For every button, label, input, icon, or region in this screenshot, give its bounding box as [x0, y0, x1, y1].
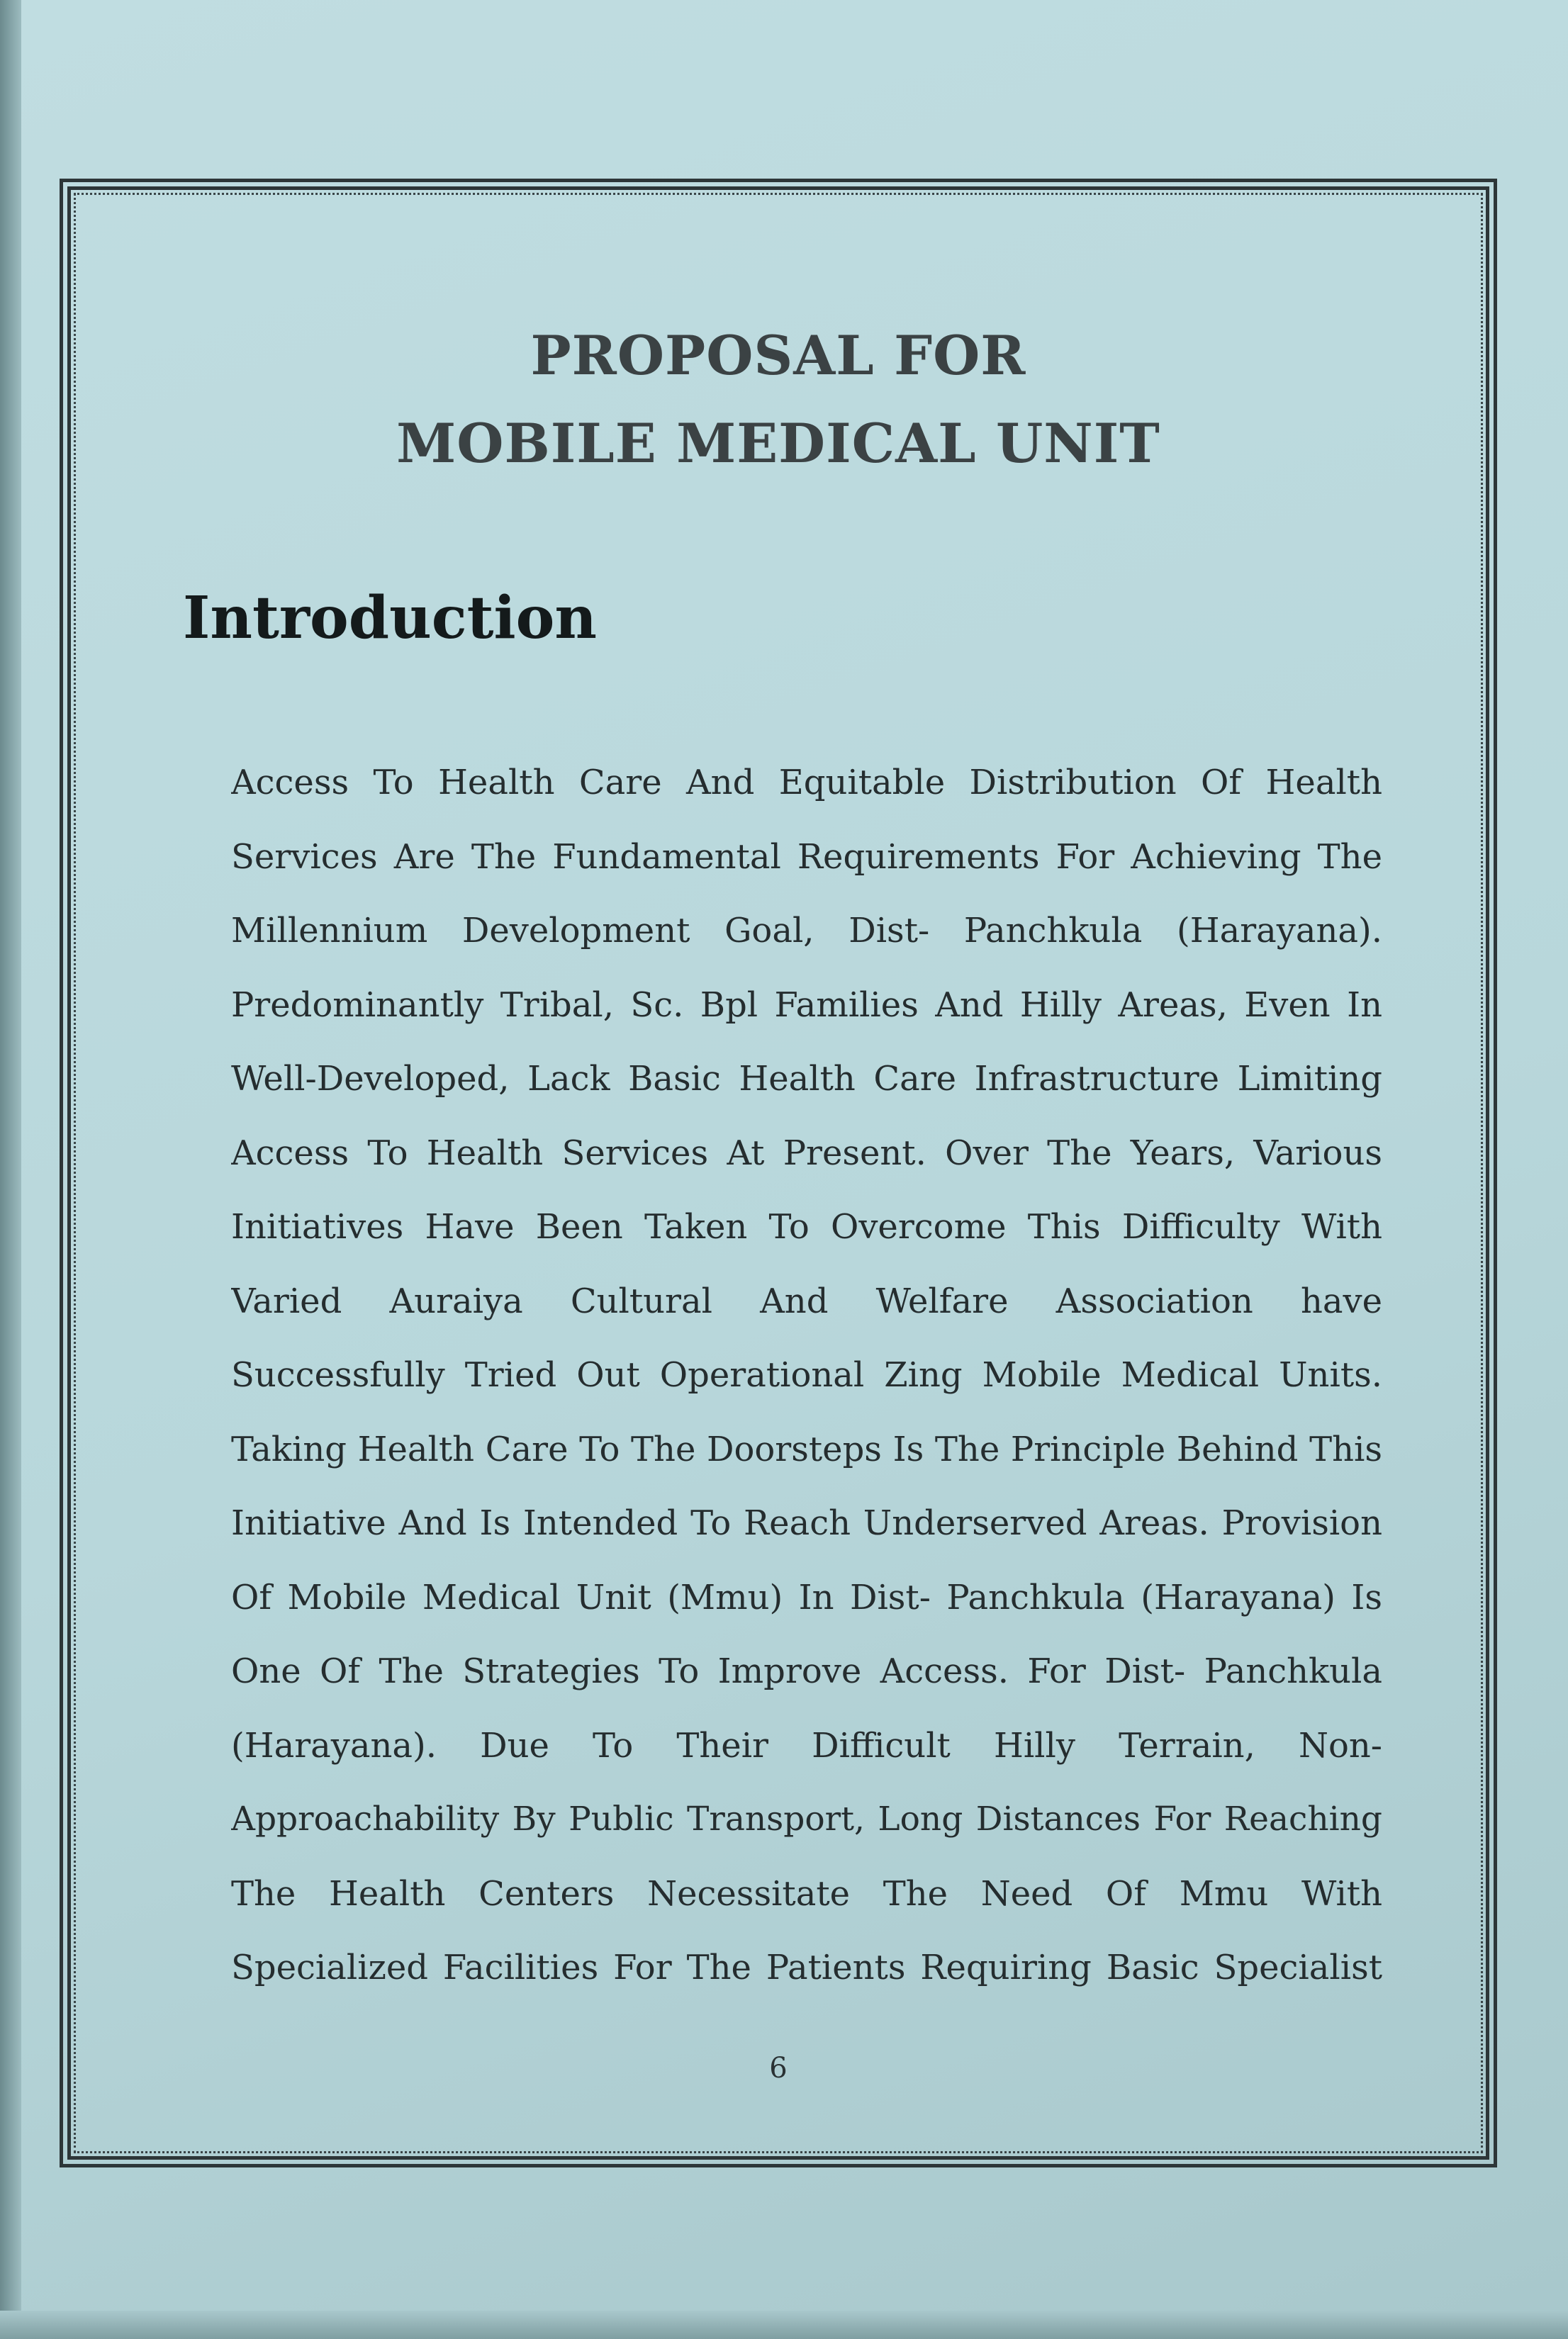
section-heading: Introduction	[183, 584, 597, 652]
title-line-2: MOBILE MEDICAL UNIT	[396, 412, 1160, 475]
body-line: Taking Health Care To The Doorsteps Is The Principle Behind This	[231, 1429, 1382, 1469]
background-edge-bottom	[0, 2311, 1568, 2339]
body-paragraph	[231, 746, 1382, 2005]
body-line: Millennium Development Goal, Dist- Panchkula (Harayana).	[231, 911, 1382, 950]
page-number: 6	[769, 2052, 788, 2085]
body-line: Of Mobile Medical Unit (Mmu) In Dist- Panchkula (Harayana) Is	[231, 1577, 1382, 1617]
body-line: Approachability By Public Transport, Long Distances For Reaching	[231, 1800, 1382, 1839]
body-line: Predominantly Tribal, Sc. Bpl Families And Hilly Areas, Even In	[231, 985, 1382, 1025]
body-line: Services Are The Fundamental Requirements For Achieving The	[231, 836, 1382, 877]
body-line: One Of The Strategies To Improve Access. For Dist- Panchkula	[231, 1651, 1382, 1691]
body-line: Access To Health Care And Equitable Distribution Of Health	[231, 763, 1382, 802]
body-line: Well-Developed, Lack Basic Health Care Infrastructure Limiting	[231, 1059, 1382, 1099]
body-line: The Health Centers Necessitate The Need Of Mmu With	[231, 1873, 1382, 1914]
body-line: Specialized Facilities For The Patients Requiring Basic Specialist	[231, 1948, 1382, 1987]
body-line: Varied Auraiya Cultural And Welfare Association have	[231, 1281, 1382, 1321]
body-line: Access To Health Services At Present. Over The Years, Various	[231, 1133, 1382, 1173]
background-edge-left	[0, 0, 21, 2339]
body-line: Initiatives Have Been Taken To Overcome This Difficulty With	[231, 1207, 1382, 1247]
title-line-1: PROPOSAL FOR	[530, 324, 1026, 387]
body-line: (Harayana). Due To Their Difficult Hilly Terrain, Non-	[231, 1725, 1382, 1766]
document-title	[74, 312, 1483, 488]
body-line: Successfully Tried Out Operational Zing Mobile Medical Units.	[231, 1355, 1382, 1395]
body-line: Initiative And Is Intended To Reach Underserved Areas. Provision	[231, 1503, 1382, 1543]
